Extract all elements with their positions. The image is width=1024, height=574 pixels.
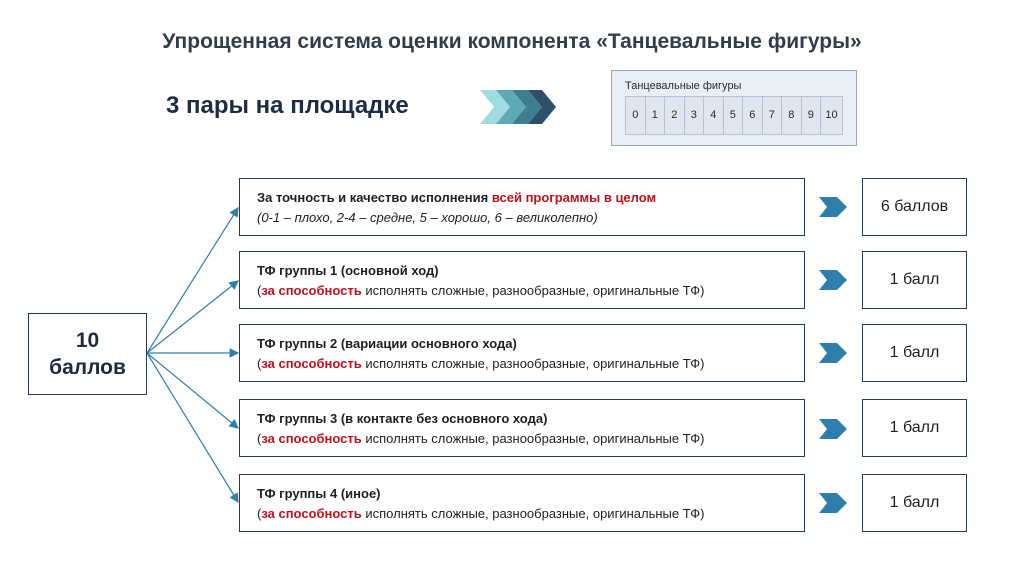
criterion-description: (за способность исполнять сложные, разнообразные, оригинальные ТФ) <box>257 283 705 298</box>
criterion-title: ТФ группы 2 (вариации основного хода) <box>257 336 517 351</box>
criterion-box-group-4 <box>239 474 805 532</box>
scale-cell: 1 <box>646 97 666 134</box>
criterion-description: (за способность исполнять сложные, разнообразные, оригинальные ТФ) <box>257 356 705 371</box>
criterion-title: За точность и качество исполнения всей программы в целом <box>257 190 657 205</box>
scale-cell: 8 <box>782 97 802 134</box>
connector-line <box>147 353 238 502</box>
scale-row <box>625 96 843 135</box>
scale-cell: 3 <box>685 97 705 134</box>
scale-cell: 5 <box>724 97 744 134</box>
chevron-right-icon <box>818 196 848 218</box>
chevrons-arrow-icon <box>478 88 558 126</box>
total-number: 10 <box>75 329 100 352</box>
total-points-box <box>28 313 147 395</box>
criterion-title: ТФ группы 3 (в контакте без основного хода) <box>257 411 548 426</box>
scale-title: Танцевальные фигуры <box>625 80 742 92</box>
chevron-right-icon <box>818 418 848 440</box>
scale-cell: 2 <box>665 97 685 134</box>
criterion-description: (за способность исполнять сложные, разнообразные, оригинальные ТФ) <box>257 431 705 446</box>
scale-panel <box>611 70 857 146</box>
score-box: 1 балл <box>862 474 967 532</box>
criterion-box-group-2 <box>239 324 805 382</box>
scale-cell: 6 <box>743 97 763 134</box>
score-box: 1 балл <box>862 324 967 382</box>
criterion-box-overall <box>239 178 805 236</box>
criterion-box-group-3 <box>239 399 805 457</box>
page-title: Упрощенная система оценки компонента «Танцевальные фигуры» <box>162 30 862 53</box>
chevron-right-icon <box>818 342 848 364</box>
chevron-right-icon <box>818 269 848 291</box>
subtitle: 3 пары на площадке <box>166 92 409 119</box>
scale-cell: 4 <box>704 97 724 134</box>
total-unit: баллов <box>49 356 126 379</box>
scale-cell: 0 <box>626 97 646 134</box>
criterion-title: ТФ группы 4 (иное) <box>257 486 381 501</box>
score-box: 6 баллов <box>862 178 967 236</box>
score-box: 1 балл <box>862 251 967 309</box>
scale-cell: 9 <box>802 97 822 134</box>
scale-cell: 10 <box>825 109 838 121</box>
scale-cell: 7 <box>763 97 783 134</box>
criterion-description: (0-1 – плохо, 2-4 – средне, 5 – хорошо, 6 – великолепно) <box>257 210 598 225</box>
criterion-title: ТФ группы 1 (основной ход) <box>257 263 439 278</box>
score-box: 1 балл <box>862 399 967 457</box>
chevron-right-icon <box>818 492 848 514</box>
connector-line <box>147 281 238 353</box>
connector-line <box>147 208 238 353</box>
connector-line <box>147 353 238 428</box>
criterion-description: (за способность исполнять сложные, разнообразные, оригинальные ТФ) <box>257 506 705 521</box>
criterion-box-group-1 <box>239 251 805 309</box>
